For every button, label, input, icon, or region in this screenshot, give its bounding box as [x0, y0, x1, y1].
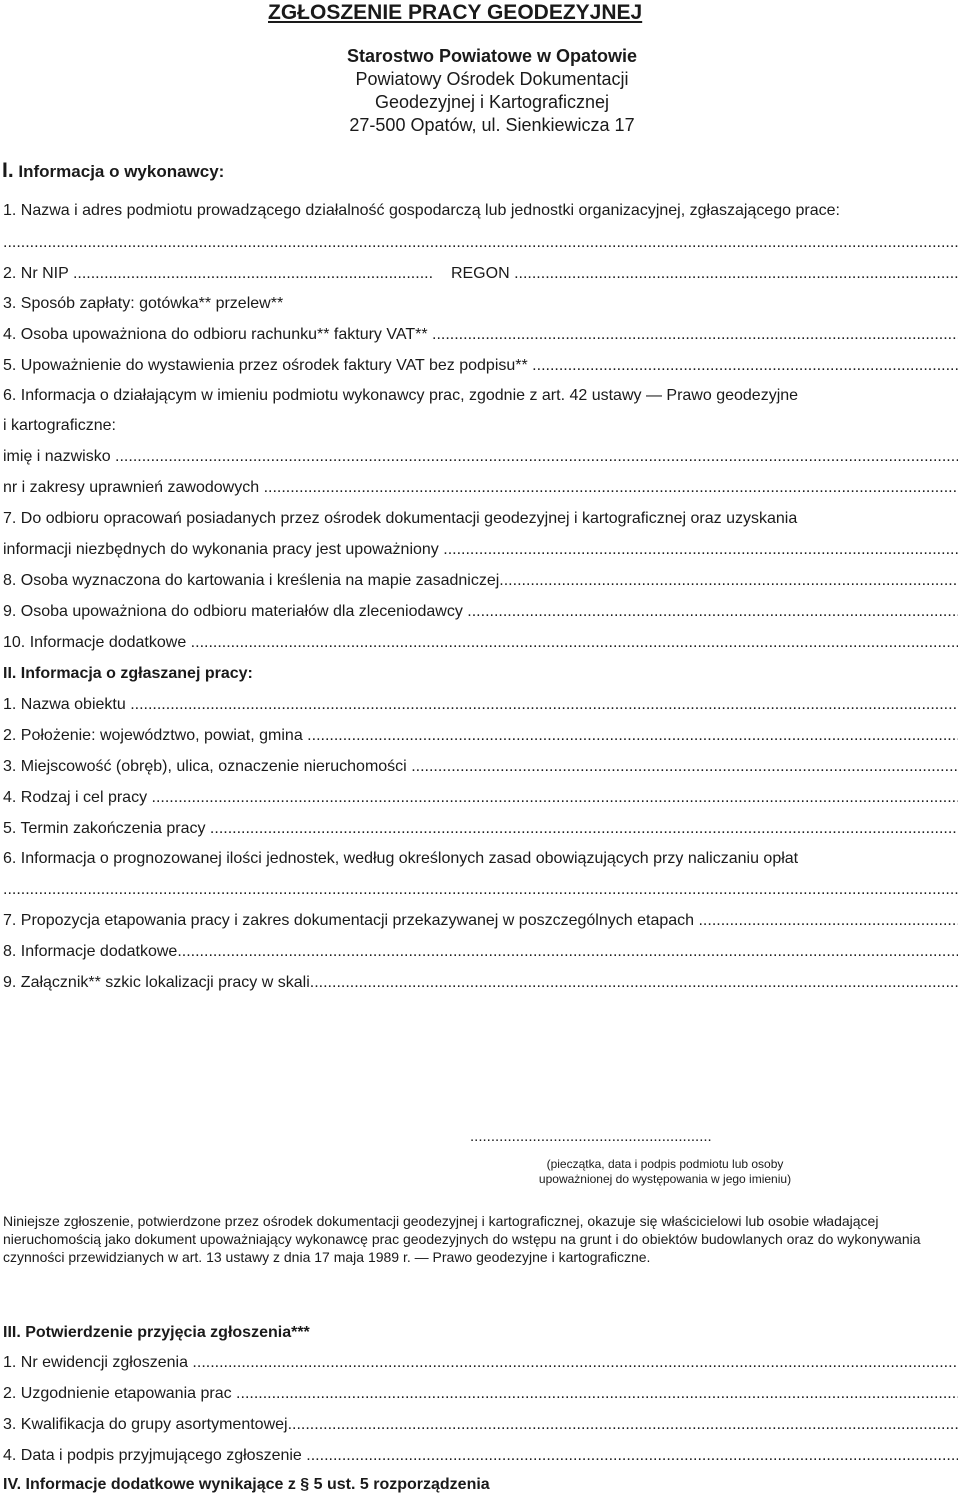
s2-item6-label: 6. Informacja o prognozowanej ilości jednostek, według określonych zasad obowiązujących przy naliczaniu opłat [3, 850, 799, 867]
s2-item1-label: 1. Nazwa obiektu [3, 696, 131, 713]
s1-item1-field[interactable] [3, 232, 958, 254]
s2-item4-field[interactable] [3, 787, 958, 809]
s2-item7-field[interactable] [3, 910, 958, 932]
s2-item2-label: 2. Położenie: województwo, powiat, gmina [3, 727, 308, 744]
office-department-cont: Geodezyjnej i Kartograficznej [374, 92, 610, 112]
s3-item4-field[interactable] [3, 1445, 958, 1467]
s1-item3-payment: 3. Sposób zapłaty: gotówka** przelew** [3, 295, 284, 312]
s2-item1-field[interactable] [3, 694, 958, 716]
section-4-heading: IV. Informacje dodatkowe wynikające z § 5 ust. 5 rozporządzenia [3, 1476, 490, 1493]
s1-item5-label: 5. Upoważnienie do wystawienia przez ośrodek faktury VAT bez podpisu** [3, 357, 533, 374]
s3-item4-label: 4. Data i podpis przyjmującego zgłoszenie [3, 1447, 307, 1464]
s2-item9-label: 9. Załącznik** szkic lokalizacji pracy w skali [3, 974, 310, 991]
signature-line[interactable]: .......................................................... [470, 1128, 712, 1145]
office-department: Powiatowy Ośrodek Dokumentacji [355, 69, 629, 89]
nip-label: 2. Nr NIP [3, 265, 73, 282]
s2-item8-label: 8. Informacje dodatkowe [3, 943, 178, 960]
signature-caption: (pieczątka, data i podpis podmiotu lub osoby [546, 1157, 784, 1171]
s1-item6-label-cont: i kartograficzne: [3, 417, 116, 434]
signature-caption-cont: upoważnionej do występowania w jego imieniu) [538, 1172, 792, 1186]
s1-item5-field[interactable] [3, 355, 958, 377]
s1-item1-label: 1. Nazwa i adres podmiotu prowadzącego działalność gospodarczą lub jednostki organizacyjnej, zgłaszającego prace: [3, 202, 840, 219]
s2-item7-label: 7. Propozycja etapowania pracy i zakres dokumentacji przekazywanej w poszczególnych etapach [3, 912, 699, 929]
s1-item6-rights-label: nr i zakresy uprawnień zawodowych [3, 479, 264, 496]
s3-item2-label: 2. Uzgodnienie etapowania prac [3, 1385, 237, 1402]
s3-item1-field[interactable] [3, 1352, 958, 1374]
s1-item6-label: 6. Informacja o działającym w imieniu podmiotu wykonawcy prac, zgodnie z art. 42 ustawy — Prawo geodezyjne [3, 387, 799, 404]
s3-item3-field[interactable] [3, 1414, 958, 1436]
s1-item9-label: 9. Osoba upoważniona do odbioru materiałów dla zleceniodawcy [3, 603, 468, 620]
s1-item6-name-field[interactable] [3, 446, 958, 468]
s2-item2-field[interactable] [3, 725, 958, 747]
form-title: ZGŁOSZENIE PRACY GEODEZYJNEJ [268, 1, 643, 24]
office-address: 27-500 Opatów, ul. Sienkiewicza 17 [349, 115, 635, 135]
legal-notice: Niniejsze zgłoszenie, potwierdzone przez ośrodek dokumentacji geodezyjnej i kartograficznej, okazuje się właścicielowi lub osobie władającej nieruchomością jako dokument upoważniający wykonawcę prac geodezyjnych do wstępu na grunt i do obiektów budowlanych oraz do wykonywania czynności przewidzianych w art. 13 ustawy z dnia 17 maja 1989 r. — Prawo geodezyjne i kartograficzne. [3, 1213, 921, 1265]
s1-item6-rights-field[interactable] [3, 477, 958, 499]
s2-item5-field[interactable] [3, 818, 958, 840]
section-1-title: Informacja o wykonawcy: [13, 162, 225, 181]
s2-item9-field[interactable] [3, 972, 958, 994]
section-1-heading [2, 160, 224, 183]
s1-item8-label: 8. Osoba wyznaczona do kartowania i kreślenia na mapie zasadniczej [3, 572, 500, 589]
s1-item4-label: 4. Osoba upoważniona do odbioru rachunku** faktury VAT** [3, 326, 432, 343]
s2-item3-field[interactable] [3, 756, 958, 778]
s3-item2-field[interactable] [3, 1383, 958, 1405]
s1-item10-field[interactable] [3, 632, 958, 654]
s2-item6-field[interactable] [3, 879, 958, 901]
s1-item9-field[interactable] [3, 601, 958, 623]
office-name: Starostwo Powiatowe w Opatowie [346, 46, 638, 66]
s2-item4-label: 4. Rodzaj i cel pracy [3, 789, 152, 806]
s1-item10-label: 10. Informacje dodatkowe [3, 634, 191, 651]
s1-item2-field[interactable] [3, 263, 958, 285]
s2-item5-label: 5. Termin zakończenia pracy [3, 820, 210, 837]
section-1-roman: I. [2, 159, 14, 182]
s1-item7-label-cont: informacji niezbędnych do wykonania pracy jest upoważniony [3, 541, 444, 558]
s1-item6-name-label: imię i nazwisko [3, 448, 116, 465]
regon-label: REGON [450, 265, 515, 282]
s2-item8-field[interactable] [3, 941, 958, 963]
s2-item3-label: 3. Miejscowość (obręb), ulica, oznaczenie nieruchomości [3, 758, 412, 775]
s1-item8-field[interactable] [3, 570, 958, 592]
section-2-heading: II. Informacja o zgłaszanej pracy: [3, 665, 253, 682]
s1-item4-field[interactable] [3, 324, 958, 346]
section-3-heading: III. Potwierdzenie przyjęcia zgłoszenia*** [3, 1324, 310, 1341]
s3-item1-label: 1. Nr ewidencji zgłoszenia [3, 1354, 193, 1371]
s1-item7-field[interactable] [3, 539, 958, 561]
s3-item3-label: 3. Kwalifikacja do grupy asortymentowej [3, 1416, 288, 1433]
s1-item7-label: 7. Do odbioru opracowań posiadanych przez ośrodek dokumentacji geodezyjnej i kartograficznej oraz uzyskania [3, 510, 798, 527]
